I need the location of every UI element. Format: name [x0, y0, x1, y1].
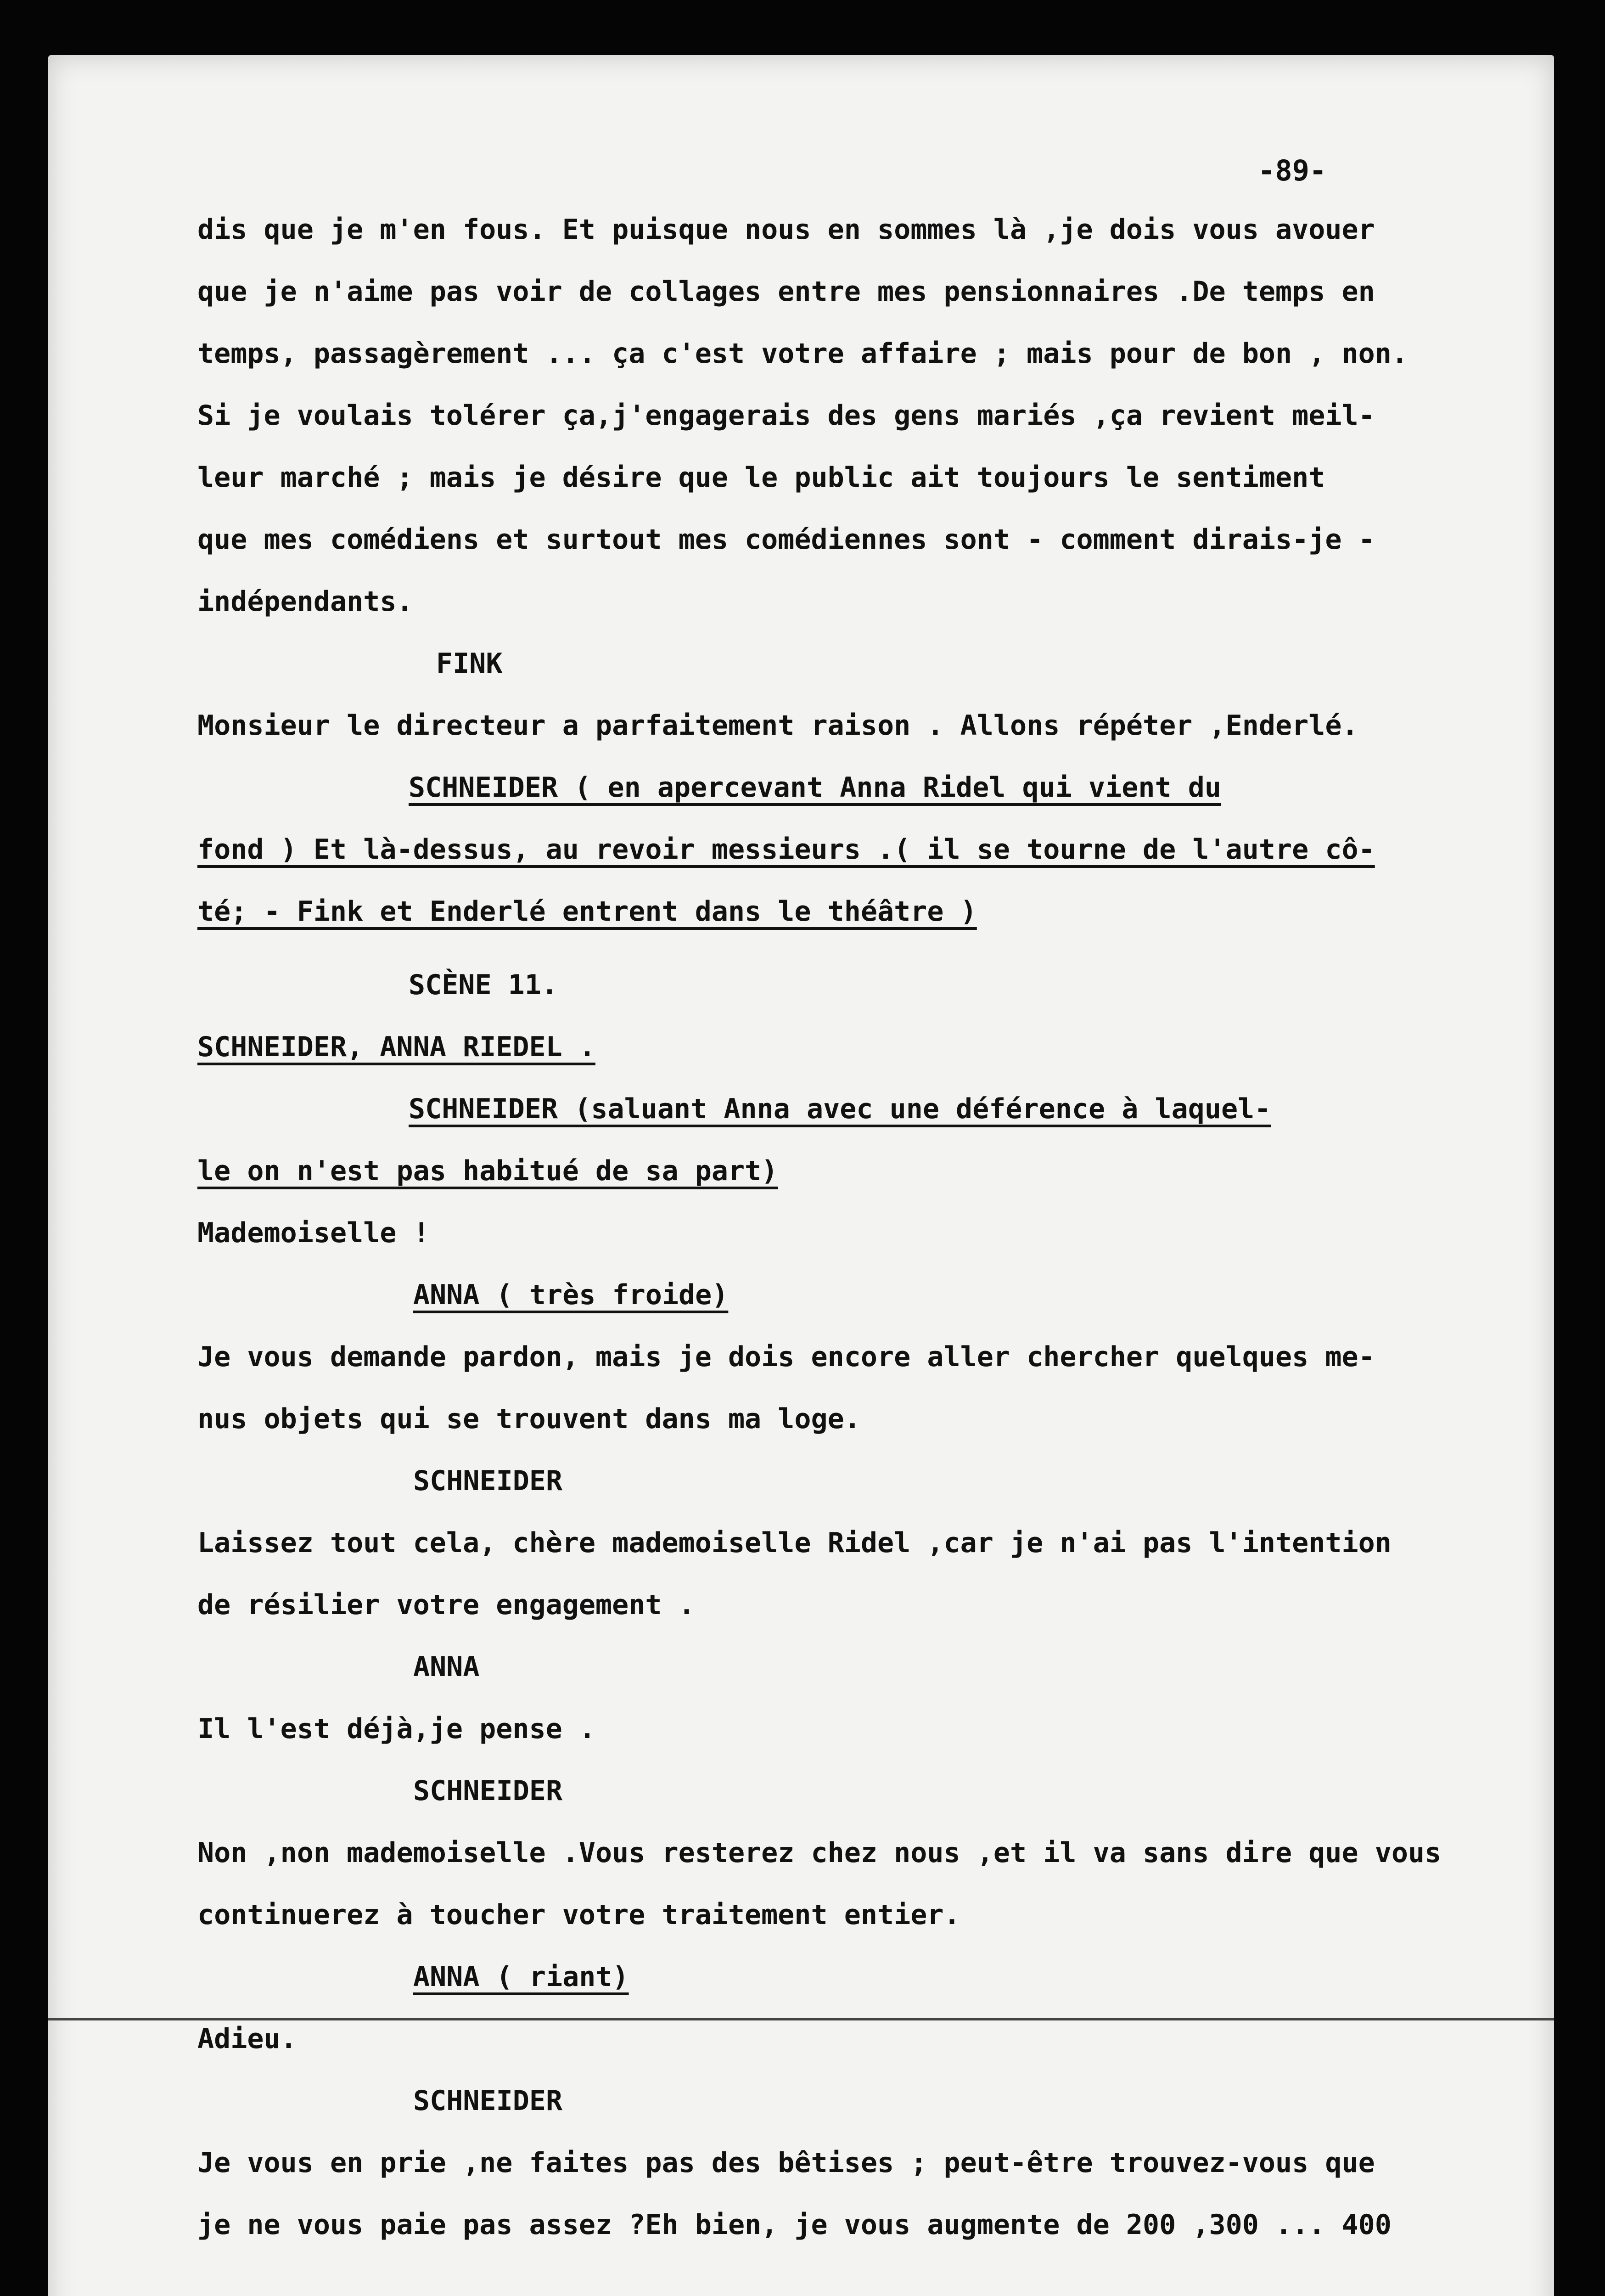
text-line: SCHNEIDER	[413, 2085, 563, 2117]
text-line: Je vous demande pardon, mais je dois encore aller chercher quelques me-	[197, 1341, 1375, 1373]
text-line: Je vous en prie ,ne faites pas des bêtises ; peut-être trouvez-vous que	[197, 2147, 1375, 2179]
text-line: je ne vous paie pas assez ?Eh bien, je vous augmente de 200 ,300 ... 400	[197, 2209, 1392, 2241]
text-line: té; - Fink et Enderlé entrent dans le théâtre )	[197, 895, 977, 928]
text-line: que je n'aime pas voir de collages entre mes pensionnaires .De temps en	[197, 276, 1375, 308]
text-line: SCHNEIDER	[413, 1465, 563, 1497]
page-fold-line	[48, 2018, 1554, 2020]
text-line: continuerez à toucher votre traitement entier.	[197, 1899, 960, 1931]
text-line: FINK	[436, 647, 503, 680]
text-line: le on n'est pas habitué de sa part)	[197, 1155, 778, 1187]
text-line: SCHNEIDER (saluant Anna avec une déférence à laquel-	[409, 1093, 1271, 1125]
text-line: indépendants.	[197, 585, 413, 618]
text-line: Monsieur le directeur a parfaitement raison . Allons répéter ,Enderlé.	[197, 709, 1358, 742]
text-line: Si je voulais tolérer ça,j'engagerais des gens mariés ,ça revient meil-	[197, 400, 1375, 432]
text-line: temps, passagèrement ... ça c'est votre affaire ; mais pour de bon , non.	[197, 338, 1408, 370]
text-line: SCÈNE 11.	[409, 969, 558, 1001]
text-line: de résilier votre engagement .	[197, 1589, 695, 1621]
text-line: leur marché ; mais je désire que le public ait toujours le sentiment	[197, 461, 1325, 494]
text-line: ANNA	[413, 1651, 480, 1683]
text-line: ANNA ( riant)	[413, 1961, 629, 1993]
text-line: dis que je m'en fous. Et puisque nous en sommes là ,je dois vous avouer	[197, 214, 1375, 246]
text-line: SCHNEIDER	[413, 1775, 563, 1807]
text-line: Laissez tout cela, chère mademoiselle Ridel ,car je n'ai pas l'intention	[197, 1527, 1392, 1559]
text-line: ANNA ( très froide)	[413, 1279, 729, 1311]
text-line: SCHNEIDER, ANNA RIEDEL .	[197, 1031, 595, 1063]
text-line: Non ,non mademoiselle .Vous resterez chez nous ,et il va sans dire que vous	[197, 1837, 1442, 1869]
text-line: nus objets qui se trouvent dans ma loge.	[197, 1403, 861, 1435]
page-number: -89-	[1258, 154, 1327, 187]
text-line: Il l'est déjà,je pense .	[197, 1713, 595, 1745]
text-line: Mademoiselle !	[197, 1217, 430, 1249]
text-line: que mes comédiens et surtout mes comédiennes sont - comment dirais-je -	[197, 523, 1375, 556]
text-line: SCHNEIDER ( en apercevant Anna Ridel qui vient du	[409, 771, 1222, 804]
text-line: fond ) Et là-dessus, au revoir messieurs .( il se tourne de l'autre cô-	[197, 833, 1375, 866]
text-line: Adieu.	[197, 2023, 297, 2055]
